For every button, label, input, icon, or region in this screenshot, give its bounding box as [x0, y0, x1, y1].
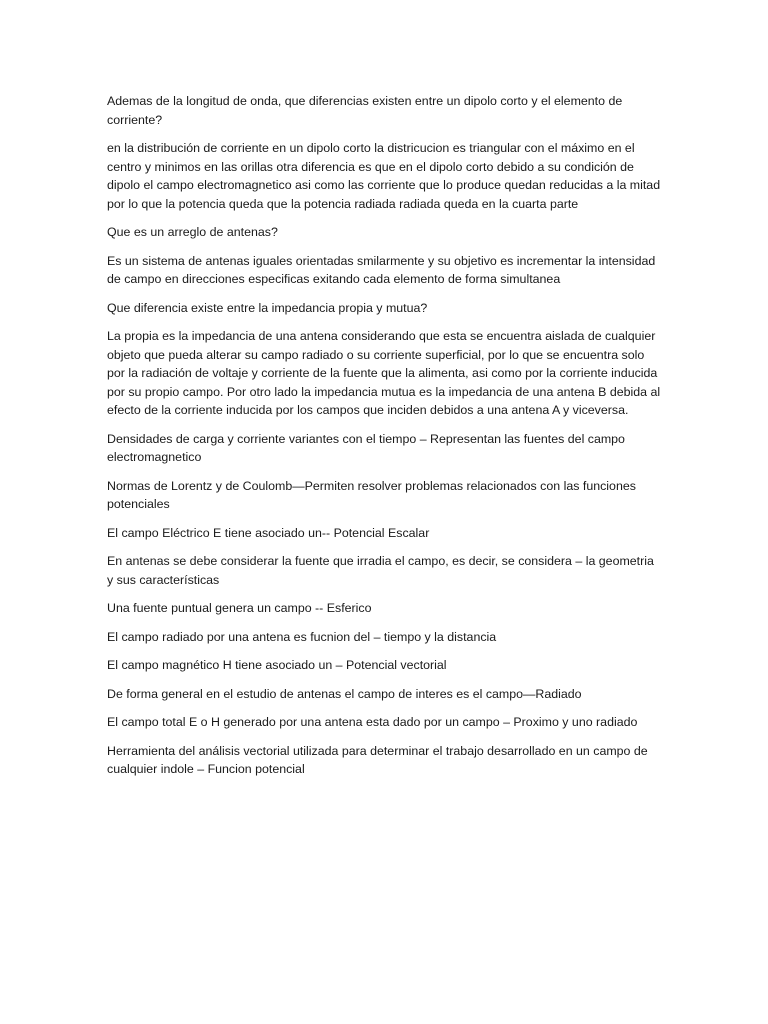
statement-electric-field: El campo Eléctrico E tiene asociado un-- Potencial Escalar	[107, 525, 430, 540]
statement-magnetic-field: El campo magnético H tiene asociado un – Potencial vectorial	[107, 658, 447, 672]
question-antenna-array: Que es un arreglo de antenas?	[107, 225, 278, 239]
statement-lorentz-coulomb: Normas de Lorentz y de Coulomb—Permiten resolver problemas relacionados con las funciones potenciales	[107, 478, 636, 511]
statement-point-source: Una fuente puntual genera un campo -- Esferico	[107, 601, 372, 615]
answer-antenna-array: Es un sistema de antenas iguales orientadas smilarmente y su objetivo es incrementar la intensidad de campo en direcciones especificas exitando cada elemento de forma simultanea	[107, 253, 656, 286]
question-dipole-differences: Ademas de la longitud de onda, que diferencias existen entre un dipolo corto y el elemento de corriente?	[107, 94, 623, 127]
statement-vector-tool: Herramienta del análisis vectorial utilizada para determinar el trabajo desarrollado en un campo de cualquier indole – Funcion potencial	[107, 743, 648, 776]
statement-radiated-field: El campo radiado por una antena es fucnion del – tiempo y la distancia	[107, 629, 497, 644]
statement-field-of-interest: De forma general en el estudio de antenas el campo de interes es el campo—Radiado	[107, 686, 582, 701]
answer-dipole-differences: en la distribución de corriente en un dipolo corto la districucion es triangular con el máximo en el centro y minimos en las orillas otra diferencia es que en el dipolo corto debido a su condición de dipolo el campo electromagnetico asi como las corriente que lo produce quedan reducidas a la mitad por lo que la potencia queda que la potencia radiada radiada queda en la cuarta parte	[107, 141, 661, 211]
statement-total-field: El campo total E o H generado por una antena esta dado por un campo – Proximo y uno radiado	[107, 715, 638, 729]
document-body	[107, 92, 663, 789]
statement-antenna-source: En antenas se debe considerar la fuente que irradia el campo, es decir, se considera – la geometria y sus características	[107, 554, 654, 587]
statement-charge-densities: Densidades de carga y corriente variantes con el tiempo – Representan las fuentes del campo electromagnetico	[107, 431, 625, 464]
answer-impedance: La propia es la impedancia de una antena considerando que esta se encuentra aislada de cualquier objeto que pueda alterar su campo radiado o su corriente superficial, por lo que se encuentra solo por la radiación de voltaje y corriente de la fuente que la alimenta, asi como por la corriente inducida por su propio campo. Por otro lado la impedancia mutua es la impedancia de una antena B debida al efecto de la corriente inducida por los campos que inciden debidos a una antena A y viceversa.	[107, 329, 661, 417]
question-impedance: Que diferencia existe entre la impedancia propia y mutua?	[107, 300, 428, 315]
